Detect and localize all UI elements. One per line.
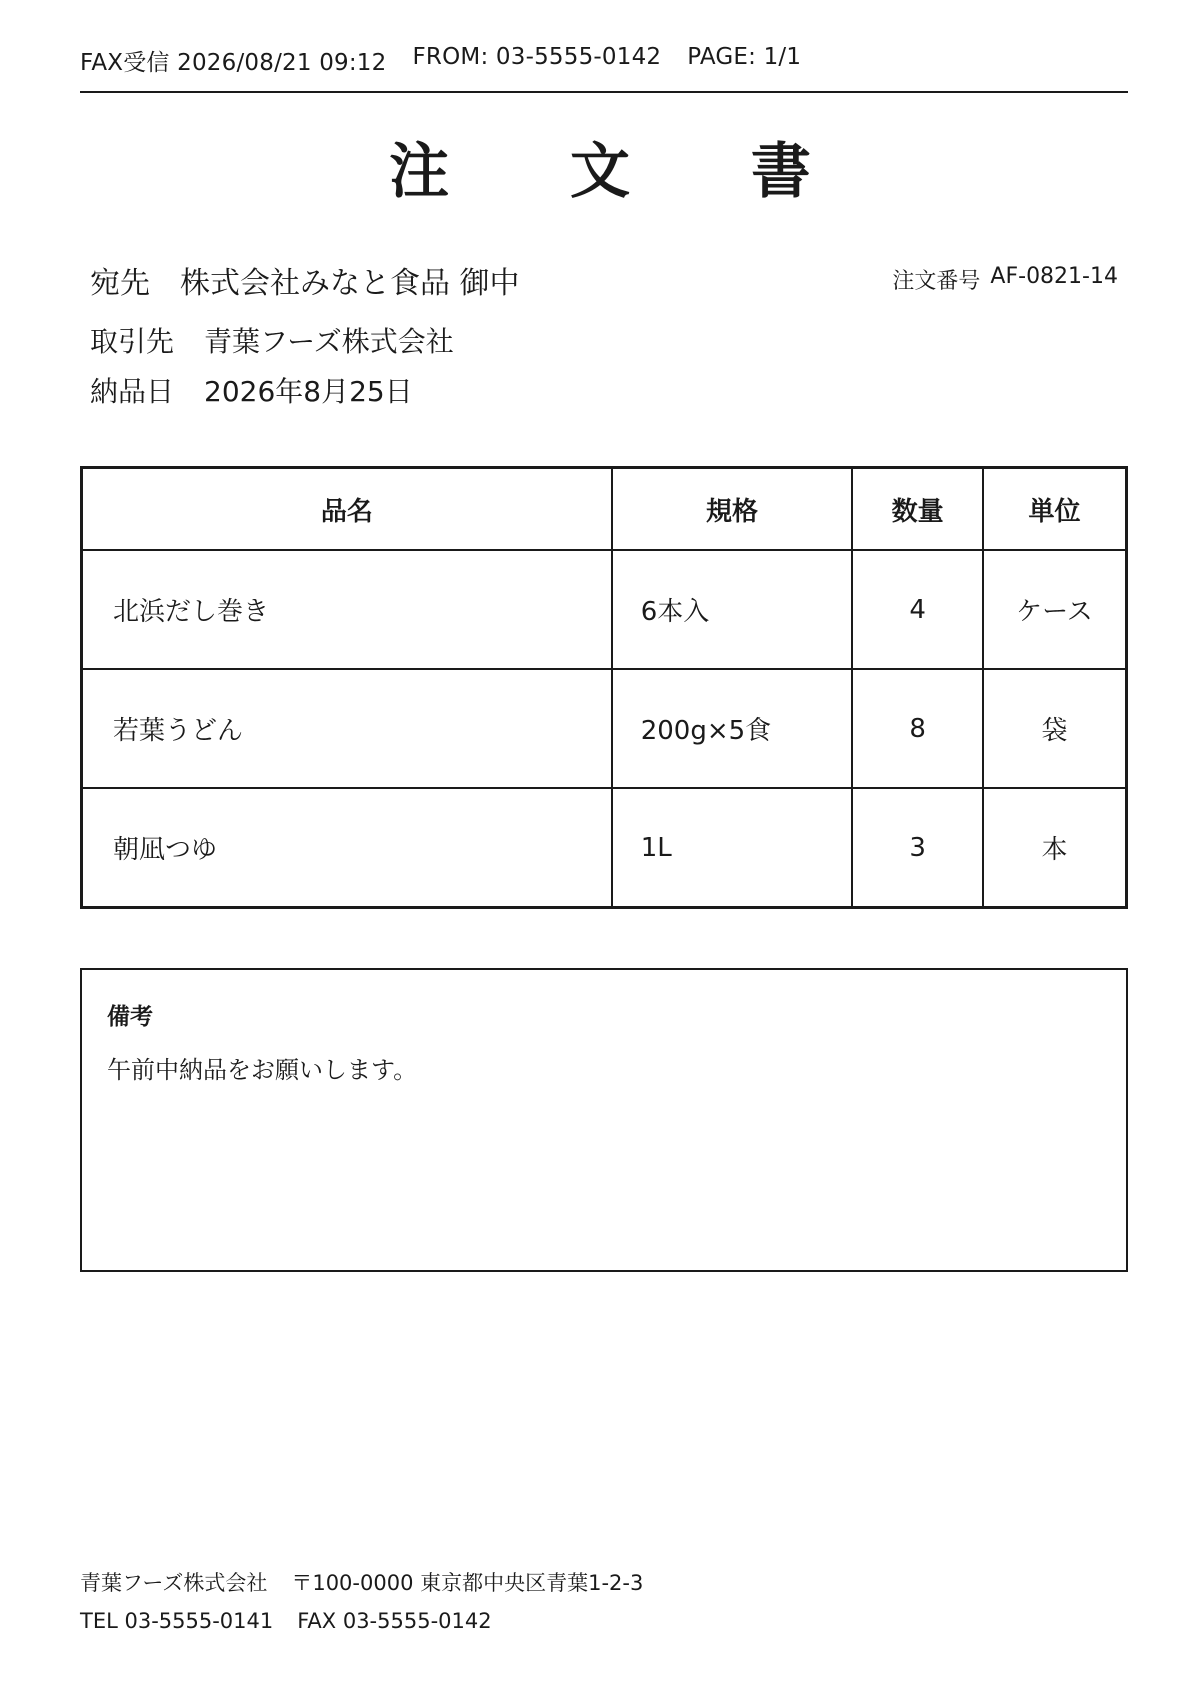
item-name: 若葉うどん <box>82 669 612 788</box>
footer-address-line <box>80 1567 643 1597</box>
order-number-label: 注文番号 <box>892 269 981 294</box>
order-items-table <box>80 466 1128 909</box>
recipient-line <box>90 258 520 302</box>
fax-from-number: FROM: 03-5555-0142 <box>412 44 662 70</box>
header-divider <box>80 91 1128 93</box>
fax-received-timestamp: FAX受信 2026/08/21 09:12 <box>80 50 387 76</box>
table-row <box>82 788 1127 908</box>
recipient-value: 株式会社みなと食品 御中 <box>180 266 520 301</box>
item-spec: 1L <box>612 788 853 908</box>
item-unit: ケース <box>983 550 1127 669</box>
footer-fax: FAX 03-5555-0142 <box>297 1609 492 1633</box>
order-number <box>892 264 1118 295</box>
order-number-value: AF-0821-14 <box>990 264 1118 289</box>
delivery-value: 2026年8月25日 <box>204 375 413 408</box>
recipient-label: 宛先 <box>90 266 150 301</box>
footer-address: 〒100-0000 東京都中央区青葉1-2-3 <box>291 1571 644 1595</box>
table-header-row <box>82 468 1127 551</box>
table-row <box>82 669 1127 788</box>
table-row <box>82 550 1127 669</box>
partner-value: 青葉フーズ株式会社 <box>204 325 454 358</box>
item-name: 北浜だし巻き <box>82 550 612 669</box>
delivery-date-line <box>90 370 413 410</box>
remarks-text: 午前中納品をお願いします。 <box>107 1056 418 1084</box>
delivery-label: 納品日 <box>90 375 175 408</box>
header-item-name: 品名 <box>82 468 612 551</box>
fax-page-count: PAGE: 1/1 <box>687 44 802 70</box>
item-unit: 袋 <box>983 669 1127 788</box>
item-spec: 200g×5食 <box>612 669 853 788</box>
item-quantity: 8 <box>852 669 983 788</box>
document-title: 注 文 書 <box>389 137 861 207</box>
header-unit: 単位 <box>983 468 1127 551</box>
remarks-box <box>80 968 1128 1272</box>
item-quantity: 4 <box>852 550 983 669</box>
item-spec: 6本入 <box>612 550 853 669</box>
footer-company: 青葉フーズ株式会社 <box>80 1571 268 1595</box>
fax-header <box>80 44 801 77</box>
partner-line <box>90 320 454 360</box>
partner-label: 取引先 <box>90 325 175 358</box>
remarks-label: 備考 <box>107 1004 153 1030</box>
item-unit: 本 <box>983 788 1127 908</box>
footer-tel: TEL 03-5555-0141 <box>80 1609 274 1633</box>
footer-contact-line <box>80 1609 492 1633</box>
item-name: 朝凪つゆ <box>82 788 612 908</box>
item-quantity: 3 <box>852 788 983 908</box>
header-spec: 規格 <box>612 468 853 551</box>
header-quantity: 数量 <box>852 468 983 551</box>
